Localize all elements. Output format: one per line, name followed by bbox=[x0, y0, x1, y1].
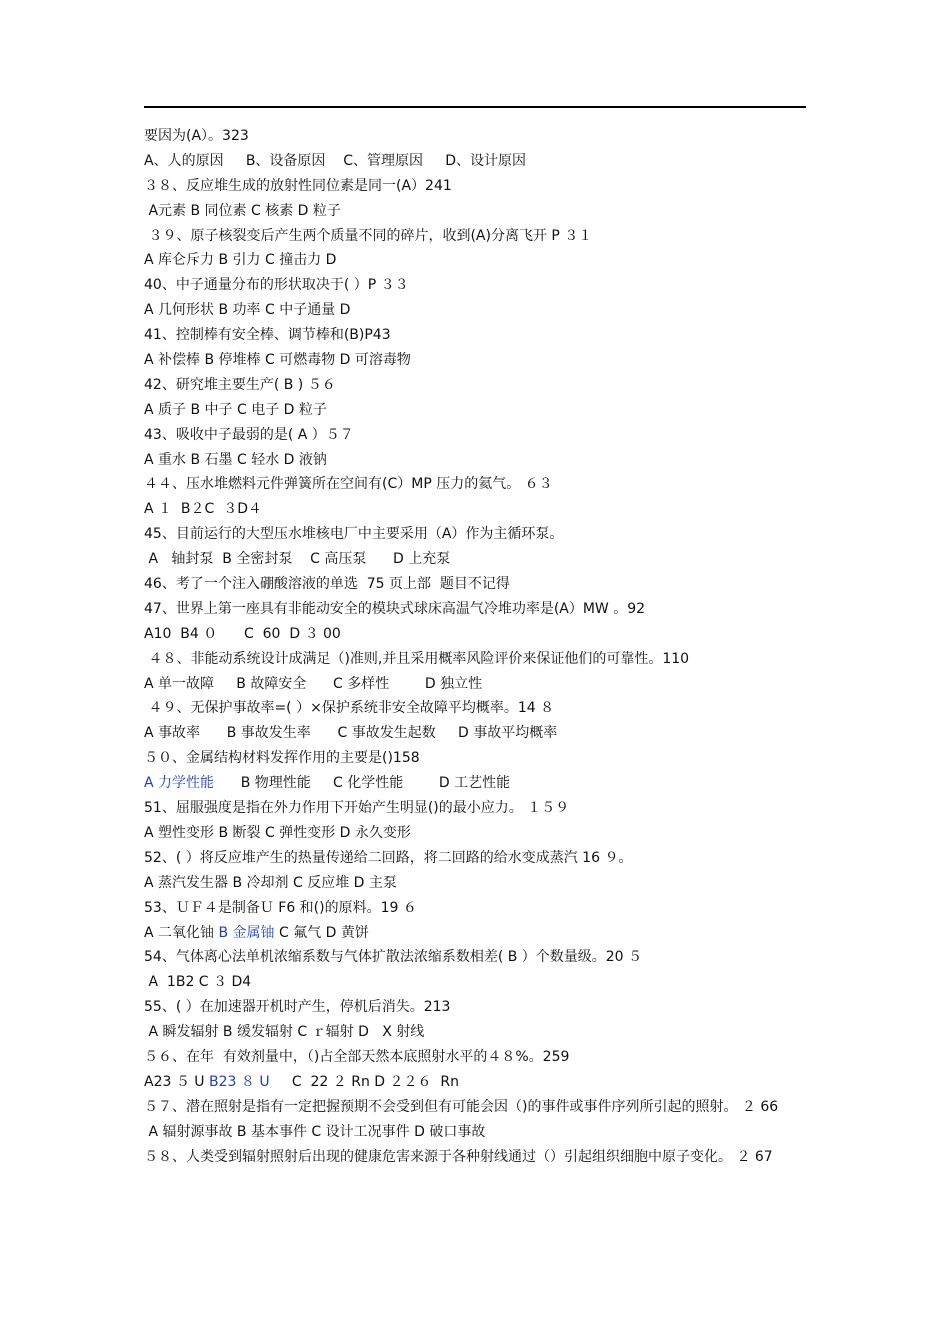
highlighted-answer: B23 ８ U bbox=[209, 1073, 270, 1090]
text-line: 42、研究堆主要生产( B ) ５６ bbox=[144, 376, 336, 393]
text-line: A 库仑斥力 B 引力 C 撞击力 D bbox=[144, 252, 337, 269]
text-line: A 塑性变形 B 断裂 C 弹性变形 D 永久变形 bbox=[144, 824, 411, 841]
document-body bbox=[144, 124, 806, 1169]
text-line: A 事故率 B 事故发生率 C 事故发生起数 D 事故平均概率 bbox=[144, 725, 558, 742]
text-line: ５７、潜在照射是指有一定把握预期不会受到但有可能会因（)的事件或事件序列所引起的照射。 ２ 66 bbox=[144, 1098, 779, 1115]
text-line: ４４、压水堆燃料元件弹簧所在空间有(C）MP 压力的氦气。 ６３ bbox=[144, 476, 553, 493]
text-line: A 几何形状 B 功率 C 中子通量 D bbox=[144, 302, 351, 319]
text-line: 40、中子通量分布的形状取决于( ）P ３３ bbox=[144, 277, 409, 294]
text-line: A10 B4 ０ C 60 D ３ 00 bbox=[144, 625, 341, 642]
text-segment: C 氟气 D 黄饼 bbox=[274, 924, 369, 941]
text-segment: B 物理性能 C 化学性能 D 工艺性能 bbox=[214, 775, 511, 792]
text-line: ５０、金属结构材料发挥作用的主要是()158 bbox=[144, 750, 420, 767]
text-segment: A 二氧化铀 bbox=[144, 924, 219, 941]
highlighted-answer: B 金属铀 bbox=[218, 924, 275, 941]
text-line: 41、控制棒有安全棒、调节棒和(B)P43 bbox=[144, 327, 391, 344]
text-line: 45、目前运行的大型压水堆核电厂中主要采用（A）作为主循环泵。 bbox=[144, 526, 564, 543]
text-line bbox=[144, 921, 806, 946]
text-line: A １ B２C ３D４ bbox=[144, 501, 262, 518]
text-line: A 瞬发辐射 B 缓发辐射 C ｒ辐射 D X 射线 bbox=[144, 1024, 425, 1041]
highlighted-answer: A 力学性能 bbox=[144, 775, 215, 792]
text-line: A 辐射源事故 B 基本事件 C 设计工况事件 D 破口事故 bbox=[144, 1123, 486, 1140]
text-line: 要因为(A）。323 bbox=[144, 128, 249, 144]
text-line: 52、( ）将反应堆产生的热量传递给二回路，将二回路的给水变成蒸汽 16 ９。 bbox=[144, 849, 633, 866]
text-line: 46、考了一个注入硼酸溶液的单选 75 页上部 题目不记得 bbox=[144, 576, 510, 593]
header-rule bbox=[144, 106, 806, 108]
text-line: ５８、人类受到辐射照射后出现的健康危害来源于各种射线通过（）引起组织细胞中原子变化。 ２ 67 bbox=[144, 1148, 773, 1165]
text-line: ５６、在年 有效剂量中，（)占全部天然本底照射水平的４８%。259 bbox=[144, 1048, 570, 1065]
text-line: A 重水 B 石墨 C 轻水 D 液钠 bbox=[144, 451, 327, 468]
text-line: ３８、反应堆生成的放射性同位素是同一(A）241 bbox=[144, 177, 452, 194]
text-segment: C 22 ２ Rn D ２２６ Rn bbox=[269, 1073, 460, 1090]
text-line: A 轴封泵 B 全密封泵 C 高压泵 D 上充泵 bbox=[144, 551, 451, 568]
text-line: A元素 B 同位素 C 核素 D 粒子 bbox=[144, 202, 341, 219]
text-line: 55、( ）在加速器开机时产生，停机后消失。213 bbox=[144, 999, 451, 1016]
text-line: 54、气体离心法单机浓缩系数与气体扩散法浓缩系数相差( B ）个数量级。20 ５ bbox=[144, 949, 643, 966]
text-line: A、人的原因 B、设备原因 C、管理原因 D、设计原因 bbox=[144, 152, 527, 169]
text-line bbox=[144, 1070, 806, 1095]
text-segment: A23 ５ U bbox=[144, 1073, 209, 1090]
text-line: 47、世界上第一座具有非能动安全的模块式球床高温气冷堆功率是(A）MW 。92 bbox=[144, 600, 646, 617]
text-line: A 质子 B 中子 C 电子 D 粒子 bbox=[144, 401, 327, 418]
text-line: 43、吸收中子最弱的是( A ）５７ bbox=[144, 426, 354, 443]
text-line: ４８、非能动系统设计成满足（)准则,并且采用概率风险评价来保证他们的可靠性。110 bbox=[144, 650, 690, 667]
text-line: ４９、无保护事故率=( ）×保护系统非安全故障平均概率。14 ８ bbox=[144, 700, 555, 717]
text-line: A 1B2 C ３ D4 bbox=[144, 974, 252, 991]
text-line: A 蒸汽发生器 B 冷却剂 C 反应堆 D 主泵 bbox=[144, 874, 397, 891]
text-line: 53、ＵＦ４是制备Ｕ F6 和()的原料。19 ６ bbox=[144, 899, 417, 916]
text-line: A 单一故障 B 故障安全 C 多样性 D 独立性 bbox=[144, 675, 483, 692]
text-line: ３９、原子核裂变后产生两个质量不同的碎片，收到(A)分离飞开 P ３１ bbox=[144, 227, 593, 244]
text-line bbox=[144, 771, 806, 796]
text-line: A 补偿棒 B 停堆棒 C 可燃毒物 D 可溶毒物 bbox=[144, 352, 411, 369]
text-line: 51、屈服强度是指在外力作用下开始产生明显()的最小应力。 １５９ bbox=[144, 800, 570, 817]
